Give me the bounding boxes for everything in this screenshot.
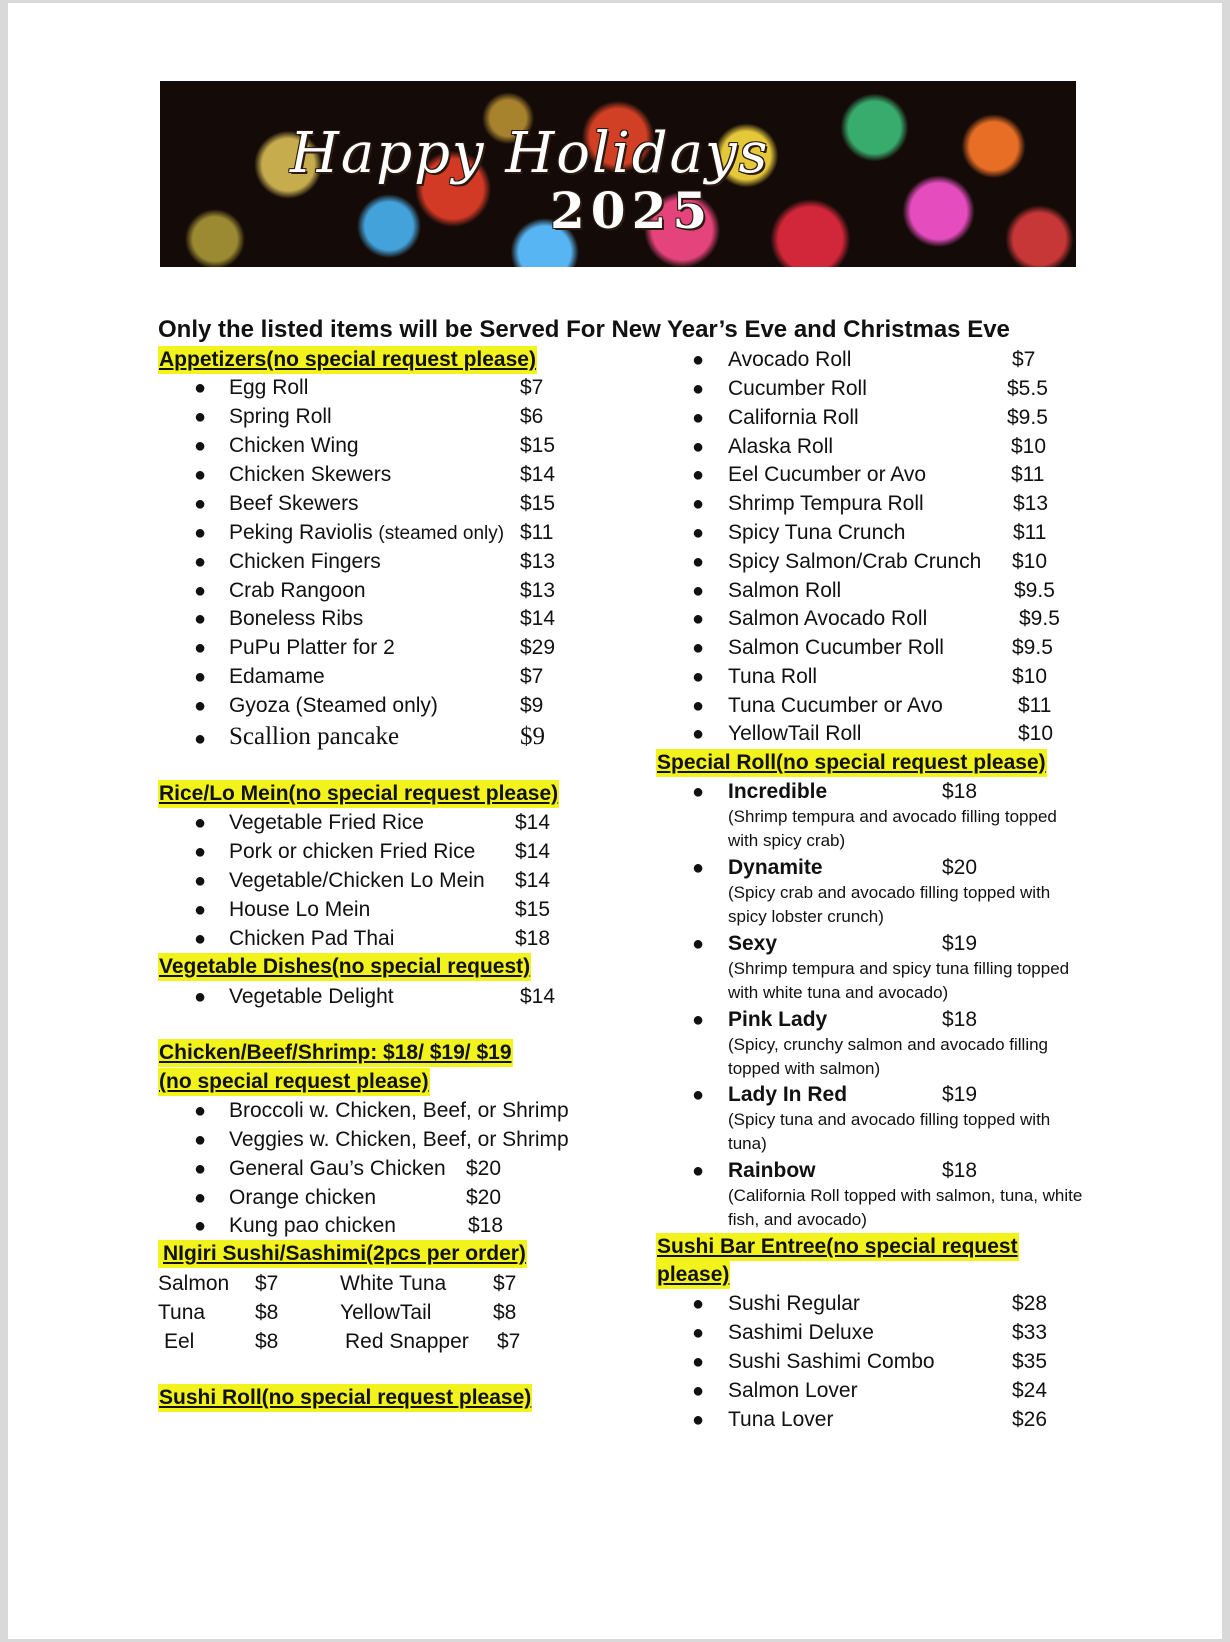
menu-page: Happy Holidays 2025 Only the listed items will be Served For New Year’s Eve and Christmas Eve Appetizers(no special request please) ● Egg Roll $7 ● Spring Roll $6 ● Chicken Wing $15 ● Chicken Skewers $14 ● Beef Skewers $15 ● Peking Raviolis (steamed only) $11 ● Chicken Fingers $13 ● Crab Rangoon $13 ● Boneless Ribs $14 ● PuPu Platter for 2 $29 ● Edamame $7 ● Gyoza (Steamed only) $9 ● Scallion pancake $9 Rice/Lo Mein(no special request please) ● Vegetable Fried Rice $14 ● Pork or chicken Fried Rice $14 ● Vegetable/Chicken Lo Mein $14 ● House Lo Mein $15 ● Chicken Pad Thai $18 Vegetable Dishes(no special request) ● Vegetable Delight $14 Chicken/Beef/Shrimp: $18/ $19/ $19 (no special request please) ● Broccoli w. Chicken, Beef, or Shrimp ● Veggies w. Chicken, Beef, or Shrimp ● General Gau’s Chicken $20 ● Orange chicken $20 ● Kung pao chicken $18 NIgiri Sushi/Sashimi(2pcs per order) Salmon $7 White Tuna $7 Tuna $8 YellowTail $8 Eel $8 Red Snapper $7 Sushi Roll(no special request please) ● Avocado Roll $7 ● Cucumber Roll $5.5 ● California Roll $9.5 ● Alaska Roll $10 ● Eel Cucumber or Avo $11 ● Shrimp Tempura Roll $13 ● Spicy Tuna Crunch $11 ● Spicy Salmon/Crab Crunch $10 ● Salmon Roll $9.5 ● Salmon Avocado Roll $9.5 ● Salmon Cucumber Roll $9.5 ● Tuna Roll $10 ● Tuna Cucumber or Avo $11 ● YellowTail Roll $10 Special Roll(no special request please) ● Incredible $18 (Shrimp tempura and avocado filling topped with spicy crab) ● Dynamite $20 (Spicy crab and avocado filling topped with spicy lobster crunch) ● Sexy $19 (Shrimp tempura and spicy tuna filling topped with white tuna and avocado) ● Pink Lady $18 (Spicy, crunchy salmon and avocado filling topped with salmon) ● Lady In Red $19 (Spicy tuna and avocado filling topped with tuna) ● Rainbow $18 (California Roll topped with salmon, tuna, white fish, and avocado) Sushi Bar Entree(no special request please) ● Sushi Regular $28 ● Sashimi Deluxe $33 ● Sushi Sashimi Combo $35 ● Salmon Lover $24 ● Tuna Lover $26 (8, 3, 1222, 1639)
special-roll-header: Special Roll(no special request please) (656, 749, 1047, 777)
appetizers-header: Appetizers(no special request please) (158, 346, 537, 374)
holiday-banner (160, 81, 1076, 267)
banner-title: Happy Holidays (290, 121, 770, 186)
banner-year: 2025 (550, 181, 714, 240)
rice-header: Rice/Lo Mein(no special request please) (158, 780, 559, 808)
sushi-roll-header: Sushi Roll(no special request please) (158, 1384, 532, 1412)
vegetable-header: Vegetable Dishes(no special request) (158, 953, 531, 981)
page-notice: Only the listed items will be Served For New Year’s Eve and Christmas Eve (158, 316, 1010, 343)
chicken-header: Chicken/Beef/Shrimp: $18/ $19/ $19 (158, 1039, 513, 1067)
entree-header: Sushi Bar Entree(no special request (656, 1233, 1019, 1261)
nigiri-header: NIgiri Sushi/Sashimi(2pcs per order) (158, 1240, 527, 1268)
entree-subheader: please) (656, 1261, 730, 1289)
chicken-subheader: (no special request please) (158, 1068, 430, 1096)
